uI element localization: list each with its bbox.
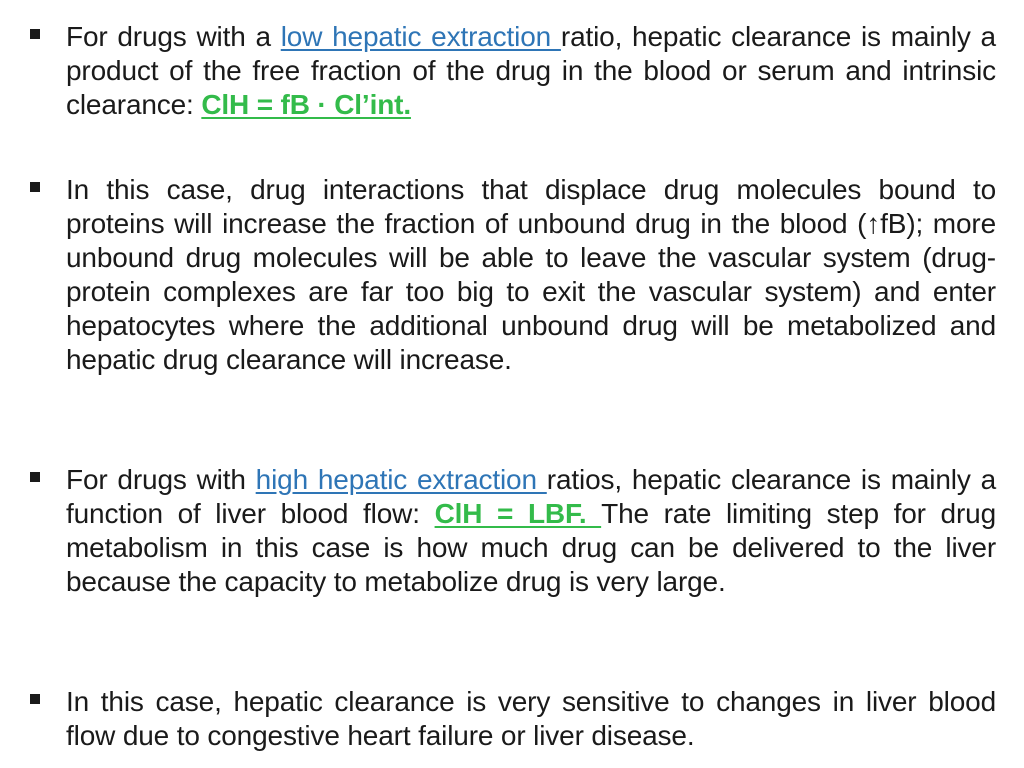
- bullet-item-blood-flow-sensitivity: [30, 685, 996, 753]
- bullet-item-high-extraction: [30, 463, 996, 599]
- square-bullet-icon: [30, 472, 40, 482]
- low-hepatic-extraction-link[interactable]: low hepatic extraction: [280, 21, 561, 52]
- bullet-text-segment: For drugs with: [66, 464, 256, 495]
- square-bullet-icon: [30, 694, 40, 704]
- bullet-text: In this case, drug interactions that displace drug molecules bound to proteins will increase the fraction of unbound drug in the blood (↑fB); more unbound drug molecules will be able to leave the vascular system (drug-protein complexes are far too big to exit the vascular system) and enter hepatocytes where the additional unbound drug will be metabolized and hepatic drug clearance will increase.: [66, 174, 996, 375]
- blood-flow-formula: ClH = LBF.: [434, 498, 602, 529]
- bullet-item-low-extraction: [30, 20, 996, 122]
- square-bullet-icon: [30, 29, 40, 39]
- bullet-text: In this case, hepatic clearance is very sensitive to changes in liver blood flow due to congestive heart failure or liver disease.: [66, 686, 996, 751]
- bullet-text: [66, 20, 996, 122]
- bullet-item-protein-binding: [30, 173, 996, 377]
- bullet-text: [66, 463, 996, 599]
- square-bullet-icon: [30, 182, 40, 192]
- bullet-text-segment: ratio, hepatic clearance is mainly a product of the free fraction of the drug in the blood or serum and intrinsic clearance:: [66, 21, 996, 120]
- bullet-text-segment: ratios, hepatic clearance is mainly a function of liver blood flow:: [66, 464, 997, 529]
- bullet-text-segment: For drugs with a: [66, 21, 281, 52]
- clearance-formula: ClH = fB · Cl’int.: [201, 89, 411, 120]
- high-hepatic-extraction-link[interactable]: high hepatic extraction: [255, 464, 547, 495]
- bullet-text-segment: The rate limiting step for drug metabolism in this case is how much drug can be delivered to the liver because the capacity to metabolize drug is very large.: [66, 498, 996, 597]
